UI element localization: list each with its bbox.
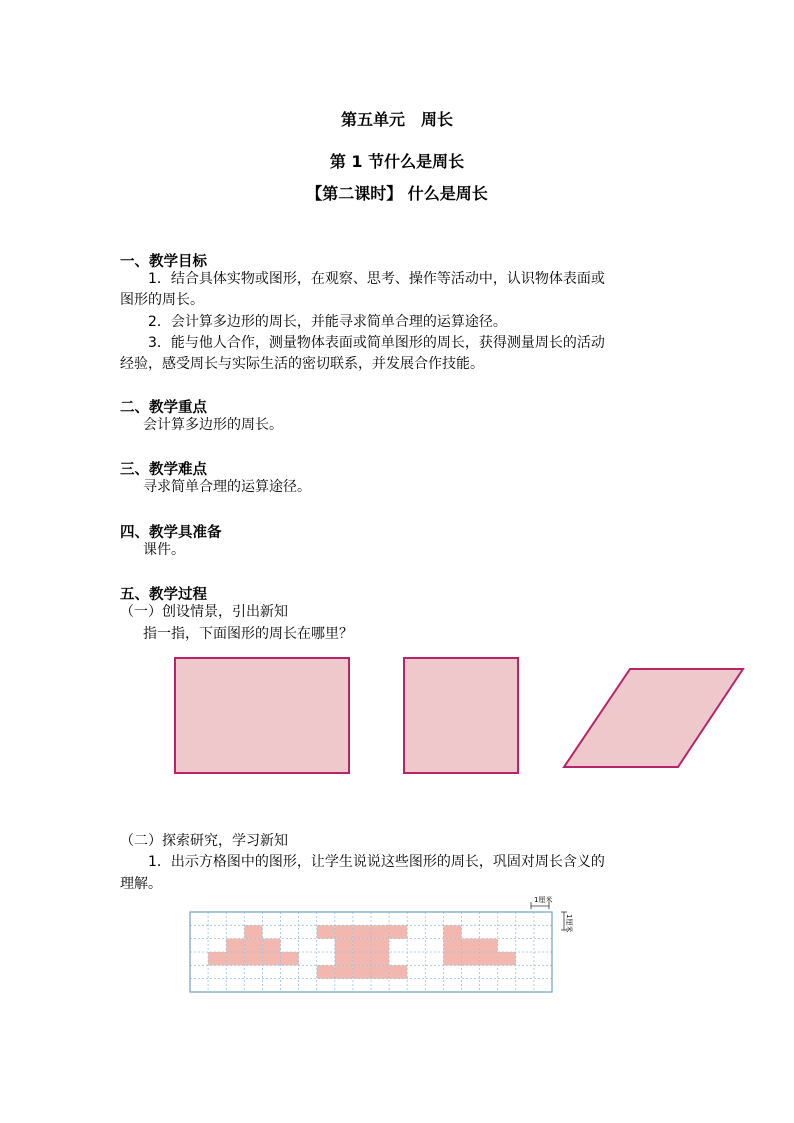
grid-cell-filled [389,925,407,938]
grid-cell-filled [462,952,480,965]
grid-figure [0,890,794,1020]
grid-cell-filled [335,952,353,965]
difficulty-text: 寻求简单合理的运算途径。 [143,479,311,495]
grid-cell-filled [443,952,461,965]
grid-cell-filled [443,925,461,938]
heading-key-point: 二、教学重点 [120,400,207,416]
grid-cell-filled [371,952,389,965]
grid-cell-filled [443,939,461,952]
heading-difficulty: 三、教学难点 [120,462,207,478]
unit-label-horizontal: 1厘米 [534,896,553,904]
grid-cell-filled [353,952,371,965]
subheading-1: （一）创设情景，引出新知 [120,604,288,620]
goal-3-line2: 经验，感受周长与实际生活的密切联系，并发展合作技能。 [120,356,484,372]
lesson-title: 【第二课时】 什么是周长 [306,184,488,203]
grid-cell-filled [371,939,389,952]
grid-cell-filled [226,939,244,952]
goal-1-line2: 图形的周长。 [120,292,204,308]
subheading-2: （二）探索研究，学习新知 [120,833,288,849]
grid-cell-filled [244,925,262,938]
grid-cell-filled [353,939,371,952]
section-title: 第 1 节什么是周长 [329,152,465,171]
heading-materials: 四、教学具准备 [120,525,222,541]
goal-2: 2．会计算多边形的周长，并能寻求简单合理的运算途径。 [148,314,507,330]
materials-text: 课件。 [143,542,185,558]
grid-cell-filled [281,952,299,965]
grid-cell-filled [208,952,226,965]
grid-cell-filled [335,939,353,952]
grid-cell-filled [389,965,407,978]
grid-cell-filled [480,952,498,965]
grid-cell-filled [244,952,262,965]
grid-cell-filled [353,965,371,978]
grid-cell-filled [262,952,280,965]
goal-3-line1: 3．能与他人合作，测量物体表面或简单图形的周长，获得测量周长的活动 [148,335,605,351]
grid-cell-filled [226,952,244,965]
grid-cell-filled [317,965,335,978]
grid-cell-filled [462,939,480,952]
shapes-figure [0,650,794,790]
parallelogram-shape [564,669,743,767]
grid-cell-filled [335,965,353,978]
prompt-text: 指一指，下面图形的周长在哪里？ [143,626,353,642]
item-1-line1: 1．出示方格图中的图形，让学生说说这些图形的周长，巩固对周长含义的 [148,854,605,870]
key-point-text: 会计算多边形的周长。 [143,417,283,433]
grid-cell-filled [371,965,389,978]
unit-label-vertical: 1厘米 [565,914,573,933]
heading-teaching-goals: 一、教学目标 [120,254,207,270]
item-1-line2: 理解。 [120,876,162,892]
grid-cell-filled [353,925,371,938]
heading-process: 五、教学过程 [120,587,207,603]
square-shape [404,658,518,773]
grid-cell-filled [262,939,280,952]
goal-1-line1: 1．结合具体实物或图形，在观察、思考、操作等活动中，认识物体表面或 [148,271,605,287]
grid-cell-filled [498,952,516,965]
grid-cell-filled [317,925,335,938]
grid-cell-filled [480,939,498,952]
grid-cell-filled [335,925,353,938]
grid-cell-filled [371,925,389,938]
grid-cell-filled [244,939,262,952]
rectangle-shape [175,658,349,773]
unit-title: 第五单元 周长 [340,110,453,129]
